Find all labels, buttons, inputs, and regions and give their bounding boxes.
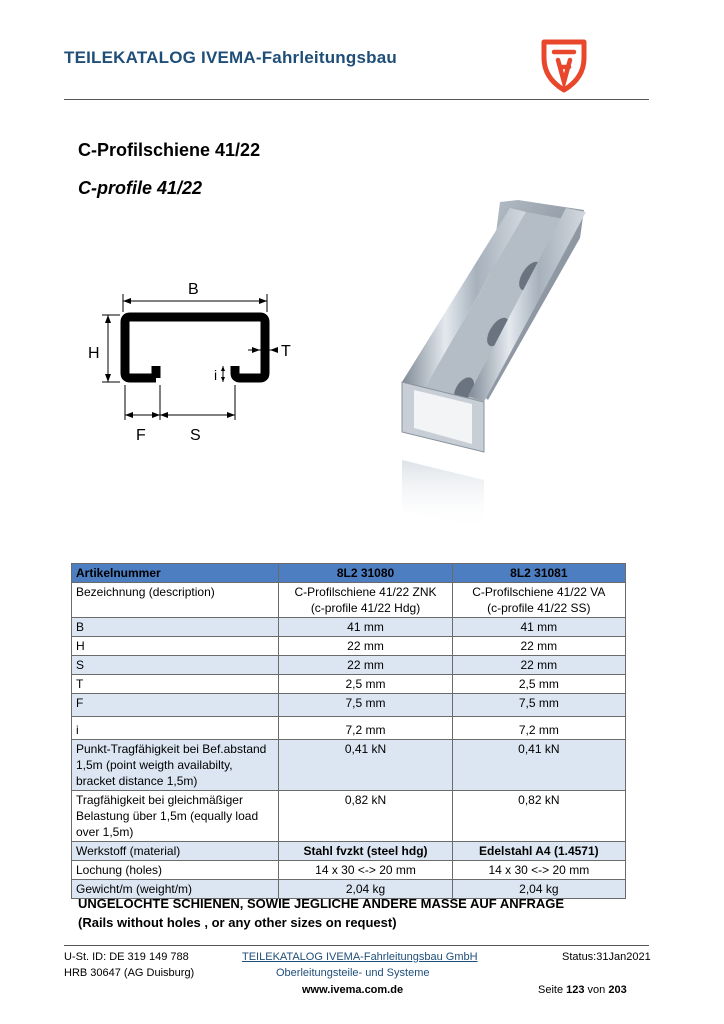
row-label: Gewicht/m (weight/m): [72, 880, 279, 899]
dim-label-i: i: [214, 367, 218, 383]
row-label: Tragfähigkeit bei gleichmäßiger Belastung über 1,5m (equally load over 1,5m): [72, 791, 279, 842]
table-row: [72, 656, 626, 675]
row-label: S: [72, 656, 279, 675]
dim-label-b: B: [188, 281, 199, 298]
row-value-znk: Stahl fvzkt (steel hdg): [279, 842, 452, 861]
table-row: [72, 583, 626, 618]
row-value-znk: 22 mm: [279, 637, 452, 656]
row-value-znk: C-Profilschiene 41/22 ZNK (c-profile 41/22 Hdg): [279, 583, 452, 618]
row-value-znk: 2,04 kg: [279, 880, 452, 899]
row-value-znk: 2,5 mm: [279, 675, 452, 694]
product-title-de: C-Profilschiene 41/22: [78, 140, 261, 160]
row-value-znk: 0,82 kN: [279, 791, 452, 842]
row-value-znk: 7,2 mm: [279, 717, 452, 740]
header-article-number: Artikelnummer: [72, 564, 279, 583]
table-row: [72, 694, 626, 717]
note-request-de: UNGELOCHTE SCHIENEN, SOWIE JEGLICHE ANDERE MASSE AUF ANFRAGE: [78, 896, 565, 911]
footer-vat-id: U-St. ID: DE 319 149 788: [64, 951, 189, 963]
row-value-va: 41 mm: [452, 618, 625, 637]
row-value-va: 22 mm: [452, 637, 625, 656]
dim-label-f: F: [136, 427, 146, 444]
table-row: [72, 740, 626, 791]
row-value-va: 14 x 30 <-> 20 mm: [452, 861, 625, 880]
page-mid: von: [584, 984, 609, 996]
table-row: [72, 842, 626, 861]
page-prefix: Seite: [538, 984, 567, 996]
row-label: F: [72, 694, 279, 717]
row-value-va: Edelstahl A4 (1.4571): [452, 842, 625, 861]
dim-label-h: H: [88, 345, 100, 362]
dim-label-t: T: [281, 343, 291, 360]
row-value-va: 7,5 mm: [452, 694, 625, 717]
footer-website[interactable]: www.ivema.com.de: [302, 984, 404, 996]
row-label: T: [72, 675, 279, 694]
table-row: [72, 618, 626, 637]
ivema-logo-icon: [540, 38, 588, 94]
footer-register: HRB 30647 (AG Duisburg): [64, 967, 195, 979]
table-row: [72, 637, 626, 656]
c-profile-product-image: [380, 190, 620, 560]
row-label: Lochung (holes): [72, 861, 279, 880]
row-value-znk: 14 x 30 <-> 20 mm: [279, 861, 452, 880]
row-label: Werkstoff (material): [72, 842, 279, 861]
footer-tagline: Oberleitungsteile- und Systeme: [276, 967, 430, 979]
header-divider: [64, 99, 649, 100]
row-value-va: 2,04 kg: [452, 880, 625, 899]
row-value-va: 22 mm: [452, 656, 625, 675]
row-value-znk: 22 mm: [279, 656, 452, 675]
row-label: Punkt-Tragfähigkeit bei Bef.abstand 1,5m (point weigth availabilty, bracket distance 1,5m): [72, 740, 279, 791]
row-value-va: 0,41 kN: [452, 740, 625, 791]
page-current: 123: [566, 984, 585, 996]
row-value-znk: 7,5 mm: [279, 694, 452, 717]
row-value-znk: 0,41 kN: [279, 740, 452, 791]
row-value-va: 7,2 mm: [452, 717, 625, 740]
product-title-en: C-profile 41/22: [78, 178, 203, 198]
table-row: [72, 861, 626, 880]
dim-label-s: S: [190, 427, 201, 444]
header-variant-va: 8L2 31081: [452, 564, 625, 583]
table-row: [72, 717, 626, 740]
row-label: Bezeichnung (description): [72, 583, 279, 618]
note-request-en: (Rails without holes , or any other sizes on request): [78, 915, 397, 930]
row-value-va: 2,5 mm: [452, 675, 625, 694]
footer-status: Status:31Jan2021: [562, 951, 651, 963]
footer-divider: [64, 945, 649, 946]
row-label: i: [72, 717, 279, 740]
spec-table: [71, 563, 626, 899]
row-value-va: 0,82 kN: [452, 791, 625, 842]
table-row: [72, 675, 626, 694]
table-header-row: [72, 564, 626, 583]
footer-catalog-link[interactable]: TEILEKATALOG IVEMA-Fahrleitungsbau GmbH: [242, 951, 478, 963]
catalog-header-title: TEILEKATALOG IVEMA-Fahrleitungsbau: [64, 48, 397, 67]
header-variant-znk: 8L2 31080: [279, 564, 452, 583]
page-total: 203: [608, 984, 627, 996]
row-value-znk: 41 mm: [279, 618, 452, 637]
row-value-va: C-Profilschiene 41/22 VA (c-profile 41/22 SS): [452, 583, 625, 618]
c-profile-dimension-drawing: [80, 270, 310, 450]
row-label: H: [72, 637, 279, 656]
row-label: B: [72, 618, 279, 637]
footer-page-number: [538, 984, 627, 996]
table-row: [72, 791, 626, 842]
